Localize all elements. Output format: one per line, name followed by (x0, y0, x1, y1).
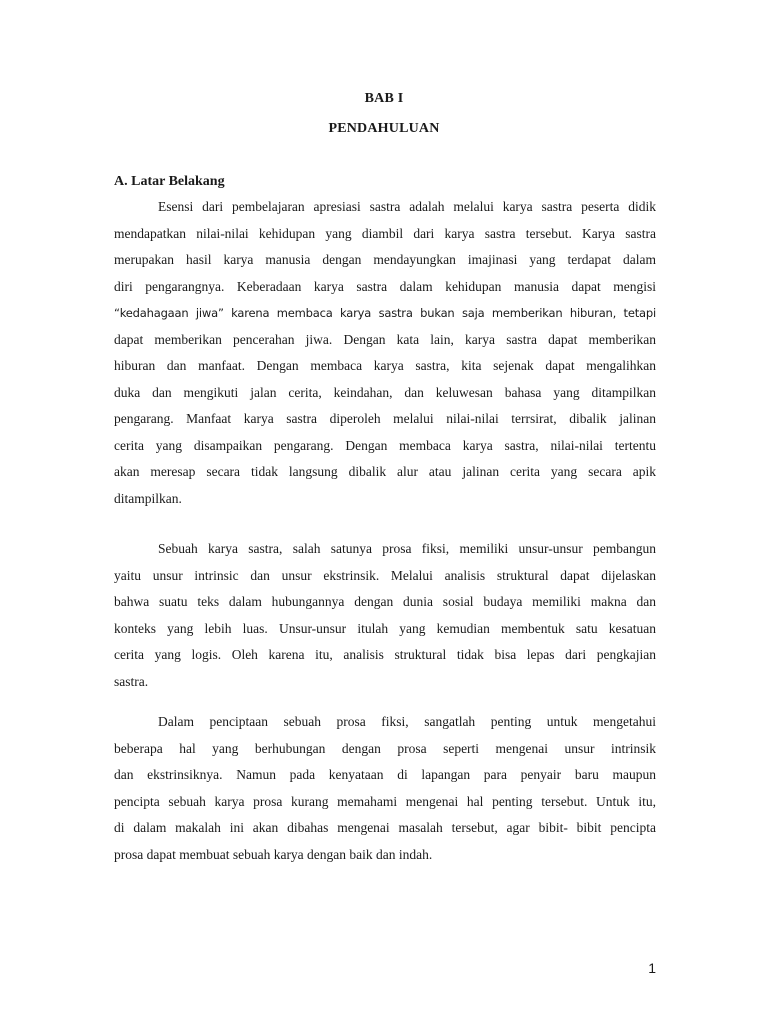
paragraph-line: bahwa suatu teks dalam hubungannya dengan dunia sosial budaya memiliki makna dan (114, 594, 656, 609)
paragraph-line: di dalam makalah ini akan dibahas mengenai masalah tersebut, agar bibit- bibit pencipta (114, 820, 656, 835)
chapter-number: BAB I (364, 91, 404, 106)
paragraph-line: ditampilkan. (114, 490, 182, 506)
paragraph-line: cerita yang logis. Oleh karena itu, analisis struktural tidak bisa lepas dari pengkajian (114, 647, 656, 662)
paragraph-line: pengarang. Manfaat karya sastra diperoleh melalui nilai-nilai terrsirat, dibalik jalinan (114, 411, 656, 426)
paragraph-line: dan ekstrinsiknya. Namun pada kenyataan di lapangan para penyair baru maupun (114, 767, 656, 782)
paragraph-line: mendapatkan nilai-nilai kehidupan yang diambil dari karya sastra tersebut. Karya sastra (114, 225, 656, 241)
paragraph-line: dapat memberikan pencerahan jiwa. Dengan kata lain, karya sastra dapat memberikan (114, 331, 656, 347)
chapter-title: PENDAHULUAN (328, 121, 440, 136)
paragraph-line: beberapa hal yang berhubungan dengan prosa seperti mengenai unsur intrinsik (114, 740, 656, 756)
paragraph-line: Dalam penciptaan sebuah prosa fiksi, sangatlah penting untuk mengetahui (158, 714, 656, 729)
page-number: 1 (648, 960, 656, 976)
paragraph-line: Esensi dari pembelajaran apresiasi sastra adalah melalui karya sastra peserta didik (158, 199, 656, 214)
paragraph-line: “kedahagaan jiwa” karena membaca karya sastra bukan saja memberikan hiburan, tetapi (114, 306, 656, 320)
paragraph-line: Sebuah karya sastra, salah satunya prosa fiksi, memiliki unsur-unsur pembangun (158, 541, 656, 556)
paragraph-line: merupakan hasil karya manusia dengan mendayungkan imajinasi yang terdapat dalam (114, 252, 656, 267)
paragraph-line: diri pengarangnya. Keberadaan karya sastra dalam kehidupan manusia dapat mengisi (114, 278, 656, 294)
paragraph-3 (114, 709, 656, 868)
paragraph-2 (114, 536, 656, 695)
section-heading: A. Latar Belakang (114, 174, 225, 189)
paragraph-line: hiburan dan manfaat. Dengan membaca karya sastra, kita sejenak dapat mengalihkan (114, 358, 656, 373)
paragraph-line: yaitu unsur intrinsic dan unsur ekstrinsik. Melalui analisis struktural dapat dijelaskan (114, 567, 656, 583)
paragraph-1 (114, 194, 656, 512)
paragraph-line: konteks yang lebih luas. Unsur-unsur itulah yang kemudian membentuk satu kesatuan (114, 620, 656, 636)
paragraph-line: duka dan mengikuti jalan cerita, keindahan, dan keluwesan bahasa yang ditampilkan (114, 384, 656, 400)
paragraph-line: pencipta sebuah karya prosa kurang memahami mengenai hal penting tersebut. Untuk itu, (114, 793, 656, 809)
paragraph-line: cerita yang disampaikan pengarang. Dengan membaca karya sastra, nilai-nilai tertentu (114, 437, 656, 453)
paragraph-line: akan meresap secara tidak langsung dibalik alur atau jalinan cerita yang secara apik (114, 464, 656, 479)
paragraph-line: prosa dapat membuat sebuah karya dengan baik dan indah. (114, 846, 433, 862)
paragraph-line: sastra. (114, 673, 149, 689)
